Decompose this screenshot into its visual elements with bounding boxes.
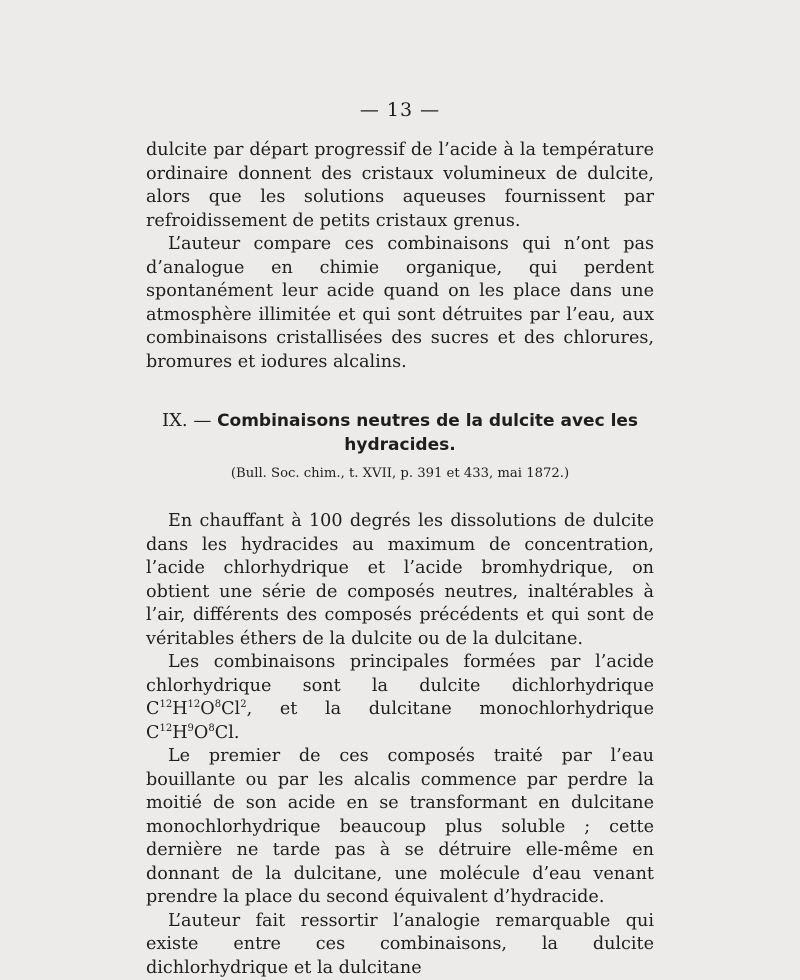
- paragraph: En chauffant à 100 degrés les dissolutions de dulcite dans les hydracides au maximum de concentration, l’acide chlorhydrique et l’acide bromhydrique, on obtient une série de composés neutres, inaltérables à l’air, différents des composés précédents et qui sont de véritables éthers de la dulcite ou de la dulcitane.: [146, 511, 654, 649]
- paragraph: Le premier de ces composés traité par l’eau bouillante ou par les alcalis commence par perdre la moitié de son acide en se transformant en dulcitane monochlorhydrique beaucoup plus soluble ; cette dernière ne tarde pas à se détruire elle-même en donnant de la dulcitane, une molécule d’eau venant prendre la place du second équivalent d’hydracide.: [146, 746, 654, 907]
- previous-section-text: [146, 139, 654, 374]
- citation: (Bull. Soc. chim., t. XVII, p. 391 et 433, mai 1872.): [230, 466, 570, 481]
- paragraph-continuation: dulcite par départ progressif de l’acide à la température ordinaire donnent des cristaux volumineux de dulcite, alors que les solutions aqueuses fournissent par refroidissement de petits cristaux grenus.: [146, 140, 654, 231]
- section-number: IX. —: [161, 410, 212, 431]
- section-heading: [146, 409, 654, 457]
- page-number: — 13 —: [359, 99, 441, 121]
- paragraph: L’auteur fait ressortir l’analogie remarquable qui existe entre ces combinaisons, la dulcite dichlorhydrique et la dulcitane: [146, 910, 654, 978]
- paragraph-formulas: Les combinaisons principales formées par l’acide chlorhydrique sont la dulcite dichlorhydrique $C^{12}H^{12}O^8Cl^2$, et la dulcitane monochlorhydrique $C^{12}H^9O^8Cl$.: [146, 652, 654, 743]
- section-title: Combinaisons neutres de la dulcite avec les hydracides.: [217, 411, 639, 455]
- paragraph: L’auteur compare ces combinaisons qui n’ont pas d’analogue en chimie organique, qui perdent spontanément leur acide quand on les place dans une atmosphère illimitée et qui sont détruites par l’eau, aux combinaisons cristallisées des sucres et des chlorures, bromures et iodures alcalins.: [146, 234, 654, 372]
- section-body: [146, 510, 654, 980]
